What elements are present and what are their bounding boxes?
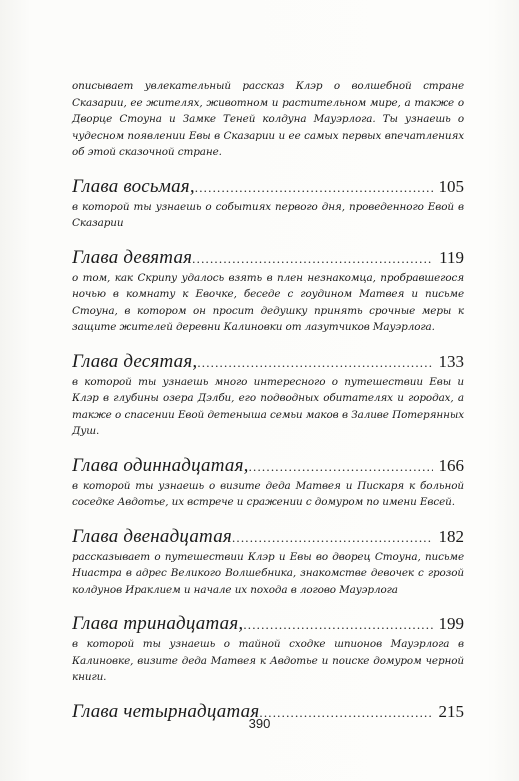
chapter-heading <box>72 246 464 270</box>
chapter-page-number: 105 <box>438 176 464 196</box>
chapter-title: Глава восьмая, <box>72 175 195 197</box>
chapter-description: в которой ты узнаешь о визите деда Матвея и Пискаря к больной соседке Авдотье, их встрече и сражении с домуром по имени Евсей. <box>72 479 464 508</box>
chapter-title: Глава четырнадцатая <box>72 700 260 722</box>
leader-dots <box>232 526 433 549</box>
chapter-description: о том, как Скрипу удалось взять в плен незнакомца, пробравшегося ночью в комнату к Евочке, беседе с гоудином Матвея и письме Стоуна, в котором он просит дедушку принять срочные меры к защите жителей деревни Калиновки от лазутчиков Мауэрлога. <box>72 271 464 333</box>
chapter-title: Глава тринадцатая, <box>72 613 244 634</box>
chapter-title: Глава девятая <box>72 246 193 268</box>
chapter-page-number: 215 <box>438 701 464 721</box>
chapter-entry-9 <box>72 246 464 336</box>
chapter-heading <box>72 350 464 374</box>
chapter-title: Глава одиннадцатая, <box>72 454 249 476</box>
page-number-footer: 390 <box>248 716 271 731</box>
intro-description: описывает увлекательный рассказ Клэр о волшебной стране Сказарии, ее жителях, животном и растительном мире, а также о Дворце Стоуна и Замке Теней колдуна Мауэрлога. Ты узнаешь о чудесном появлении Евы в Сказарии и ее самых первых впечатлениях об этой сказочной стране. <box>72 80 464 158</box>
table-of-contents <box>72 78 464 724</box>
chapter-heading <box>72 175 464 199</box>
chapter-heading <box>72 525 464 549</box>
leader-dots <box>197 351 432 374</box>
chapter-page-number: 166 <box>438 455 464 475</box>
chapter-title: Глава двенадцатая <box>72 525 232 547</box>
chapter-entry-8 <box>72 175 464 232</box>
chapter-description: в которой ты узнаешь о тайной сходке шпионов Мауэрлога в Калиновке, визите деда Матвея к Авдотье и поиске домуром черной книги. <box>72 638 464 683</box>
chapter-page-number: 119 <box>439 247 464 267</box>
chapter-title: Глава десятая, <box>72 350 198 372</box>
chapter-entry-13 <box>72 612 464 686</box>
leader-dots <box>249 455 433 478</box>
chapter-page-number: 182 <box>438 526 464 546</box>
chapter-description: в которой ты узнаешь о событиях первого дня, проведенного Евой в Сказарии <box>72 200 464 229</box>
leader-dots <box>195 176 433 199</box>
chapter-entry-12 <box>72 525 464 599</box>
chapter-heading <box>72 612 464 636</box>
chapter-description: в которой ты узнаешь много интересного о путешествии Евы и Клэр в глубины озера Дэлби, его подводных обитателях и городах, а также о спасении Евой детеныша семьи маков в Заливе Потерянных Душ. <box>72 375 464 437</box>
chapter-page-number: 133 <box>438 351 464 371</box>
leader-dots <box>243 613 432 636</box>
chapter-heading <box>72 454 464 478</box>
chapter-entry-10 <box>72 350 464 440</box>
chapter-description: рассказывает о путешествии Клэр и Евы во дворец Стоуна, письме Ниастра в адрес Великого Волшебника, знакомстве девочек с грозой колдунов Ираклием и начале их похода в логово Мауэрлога <box>72 550 464 596</box>
leader-dots <box>192 247 433 270</box>
chapter-page-number: 199 <box>438 614 464 633</box>
chapter-entry-11 <box>72 454 464 511</box>
